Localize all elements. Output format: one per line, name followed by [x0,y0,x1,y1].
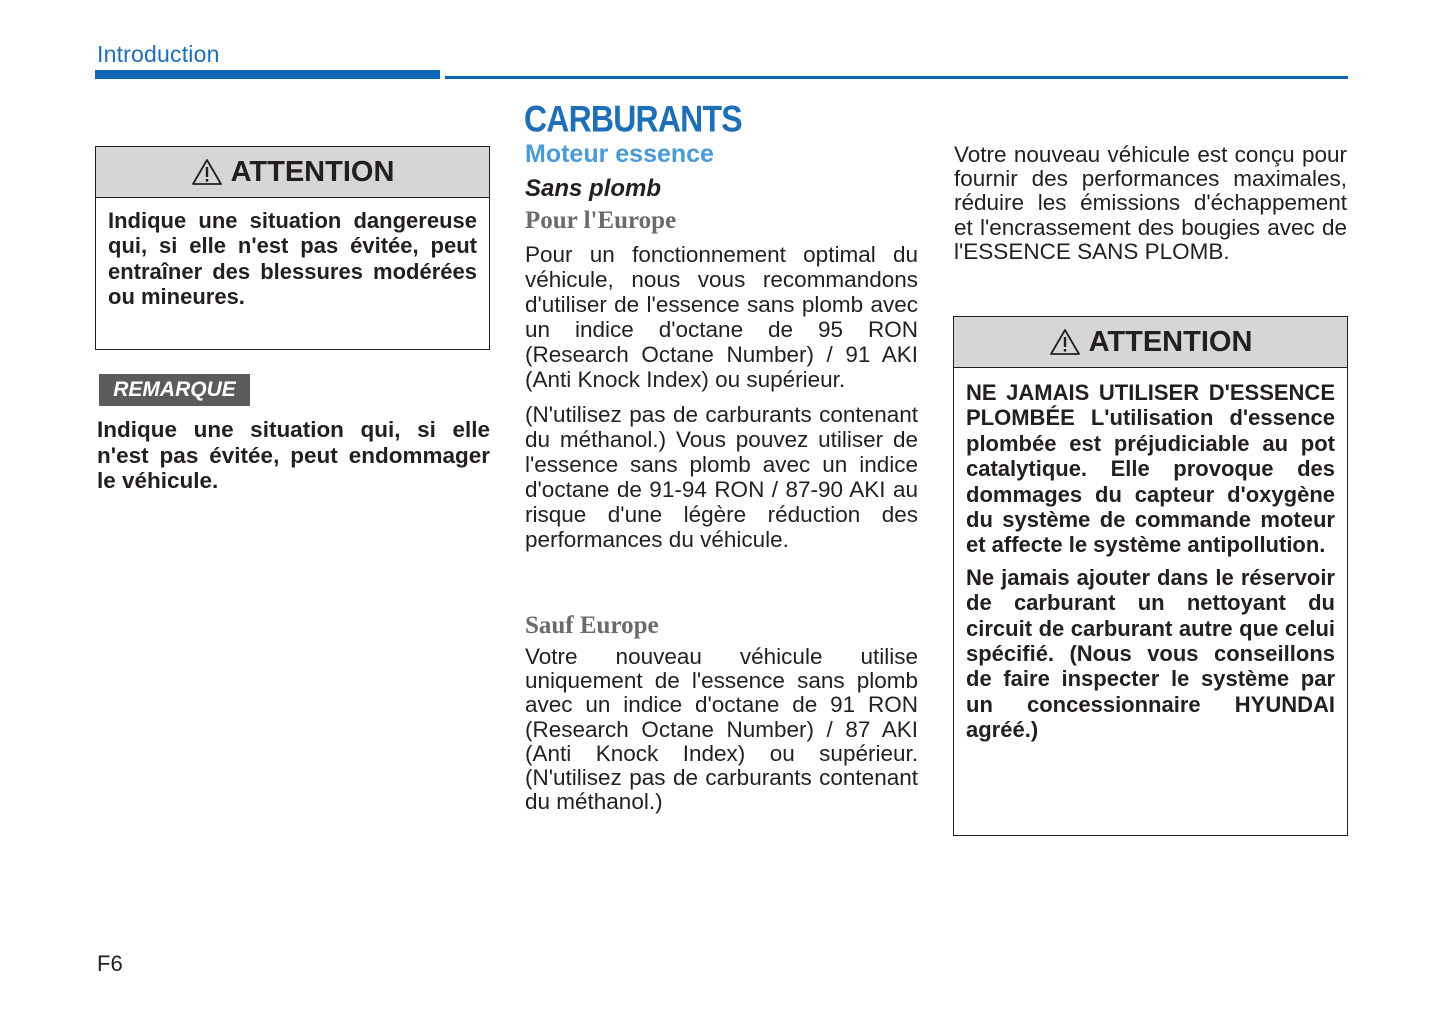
remarque-text: Indique une situation qui, si elle n'est pas évitée, peut endommager le véhicule. [97,417,490,494]
warning-triangle-icon [1049,328,1081,356]
attention-body [954,368,1347,753]
fuel-sub-subtitle: Sans plomb [525,175,662,202]
europe-p1-text: Pour un fonctionnement optimal du véhicule, nous vous recommandons d'utiliser de l'essence sans plomb avec un indice d'octane de 95 RON (Research Octane Number) / 91 AKI (Anti Knock Index) ou supérieur. [525,242,918,392]
europe-paragraph-1 [525,242,918,392]
section-title: Introduction [97,41,220,67]
europe-heading: Pour l'Europe [525,207,677,234]
europe-paragraph-2 [525,402,918,552]
page-number: F6 [97,951,123,976]
non-europe-paragraph [525,645,918,814]
attention-header [954,317,1347,368]
attention-text-2: Ne jamais ajouter dans le réservoir de carburant un nettoyant du circuit de carburant autre que celui spécifié. (Nous vous conseillons de faire inspecter le système par un concessionnaire HYUNDAI agréé.) [966,564,1335,743]
attention-box-left [95,146,490,350]
attention-box-right [953,316,1348,836]
non-europe-text: Votre nouveau véhicule utilise uniquement de l'essence sans plomb avec un indice d'octane de 91 RON (Research Octane Number) / 87 AKI (Anti Knock Index) ou supérieur. (N'utilisez pas de carburants contenant du méthanol.) [525,644,918,815]
fuel-subtitle: Moteur essence [525,140,714,168]
attention-heading: ATTENTION [1088,325,1253,358]
non-europe-heading: Sauf Europe [525,612,659,639]
attention-text-1: NE JAMAIS UTILISER D'ESSENCE PLOMBÉE L'utilisation d'essence plombée est préjudiciable au pot catalytique. Elle provoque des dommages du capteur d'oxygène du système de commande moteur et affecte le système antipollution. [966,380,1335,558]
fuel-title: CARBURANTS [524,98,742,140]
attention-body [96,198,489,320]
header-rule-thin [445,76,1348,79]
attention-heading: ATTENTION [230,155,395,188]
warning-triangle-icon [191,158,223,186]
right-paragraph [954,143,1347,264]
attention-text: Indique une situation dangereuse qui, si elle n'est pas évitée, peut entraîner des blessures modérées ou mineures. [108,208,477,310]
remarque-badge: REMARQUE [99,374,250,406]
europe-p2-text: (N'utilisez pas de carburants contenant du méthanol.) Vous pouvez utiliser de l'essence sans plomb avec un indice d'octane de 91-94 RON / 87-90 AKI au risque d'une légère réduction des performances du véhicule. [525,402,918,552]
header-rule-thick [95,70,440,79]
attention-header [96,147,489,198]
right-paragraph-text: Votre nouveau véhicule est conçu pour fournir des performances maximales, réduire les émissions d'échappement et l'encrassement des bougies avec de l'ESSENCE SANS PLOMB. [954,142,1347,264]
